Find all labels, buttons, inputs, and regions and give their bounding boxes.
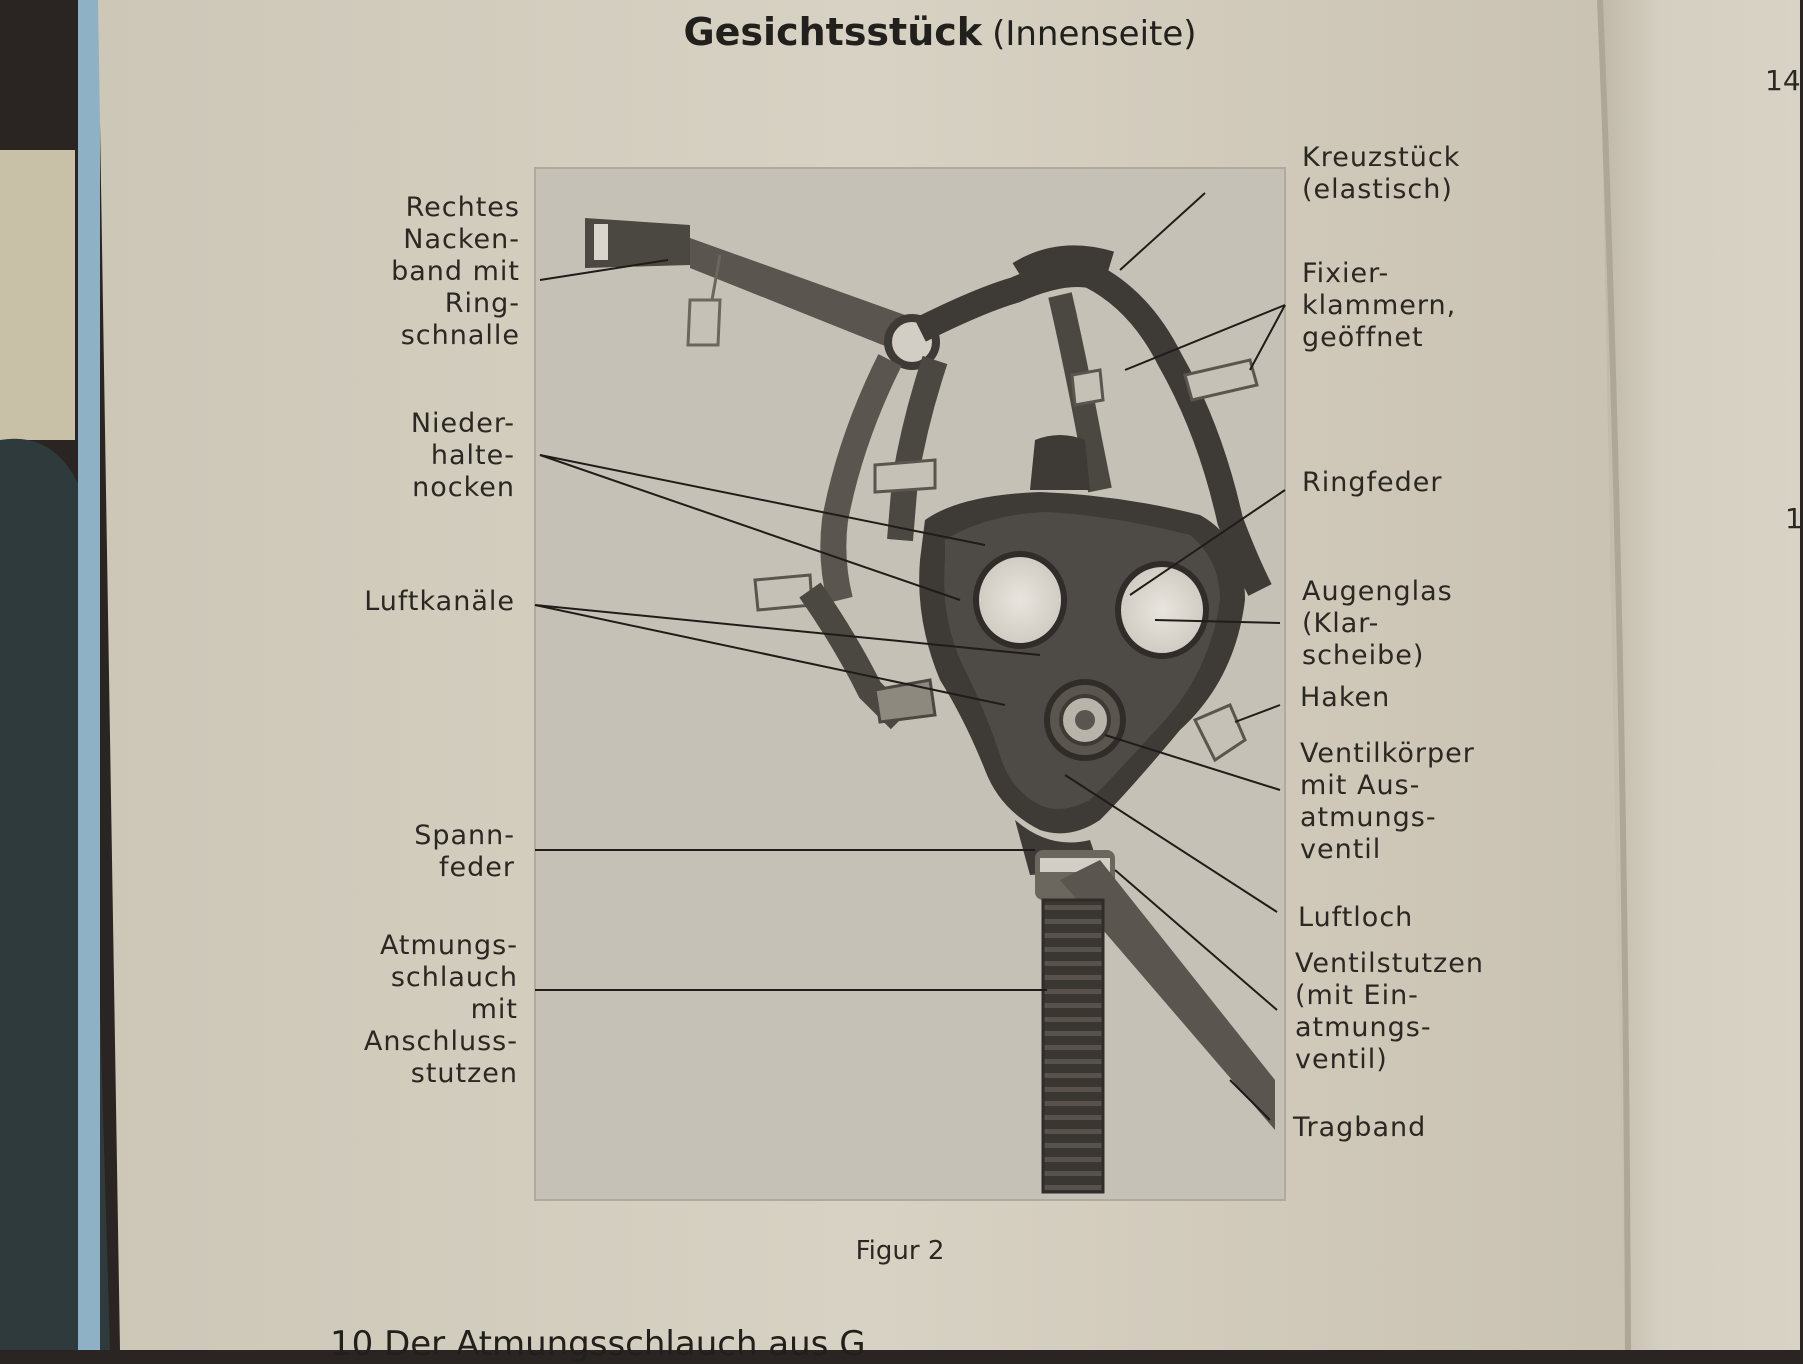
label-haken: Haken <box>1300 682 1391 713</box>
label-niederhaltenocken: Nieder- halte- nocken <box>410 408 515 503</box>
eye-glass-left <box>976 554 1064 646</box>
label-luftloch: Luftloch <box>1298 902 1414 933</box>
book-edge <box>78 0 100 1350</box>
label-tragband: Tragband <box>1293 1112 1427 1143</box>
label-kreuzstueck: Kreuzstück (elastisch) <box>1302 142 1461 205</box>
title-main: Gesichtsstück <box>683 10 983 54</box>
eye-glass-right <box>1118 564 1206 656</box>
label-ventilstutzen: Ventilstutzen (mit Ein- atmungs- ventil) <box>1295 948 1484 1075</box>
right-page-number-2: 1 <box>1785 502 1803 535</box>
label-augenglas: Augenglas (Klar- scheibe) <box>1302 576 1453 671</box>
title-suffix: (Innenseite) <box>992 14 1197 54</box>
breathing-hose <box>1043 900 1103 1192</box>
right-page-number: 14 <box>1765 64 1801 97</box>
label-fixierklammern: Fixier- klammern, geöffnet <box>1302 258 1457 353</box>
figure-caption: Figur 2 <box>855 1236 945 1266</box>
background-light-patch <box>0 150 75 440</box>
page-title <box>640 10 1240 54</box>
label-luftkanaele: Luftkanäle <box>364 586 515 617</box>
right-page <box>1600 0 1800 1350</box>
label-ventilkoerper: Ventilkörper mit Aus- atmungs- ventil <box>1300 738 1475 865</box>
label-atmungsschlauch: Atmungs- schlauch mit Anschluss- stutzen <box>363 930 518 1089</box>
label-spannfeder: Spann- feder <box>414 820 515 883</box>
label-rechtes-nackenband: Rechtes Nacken- band mit Ring- schnalle <box>391 192 520 351</box>
label-ringfeder: Ringfeder <box>1302 467 1443 498</box>
body-text-cutoff: 10 Der Atmungsschlauch aus G <box>330 1324 866 1364</box>
